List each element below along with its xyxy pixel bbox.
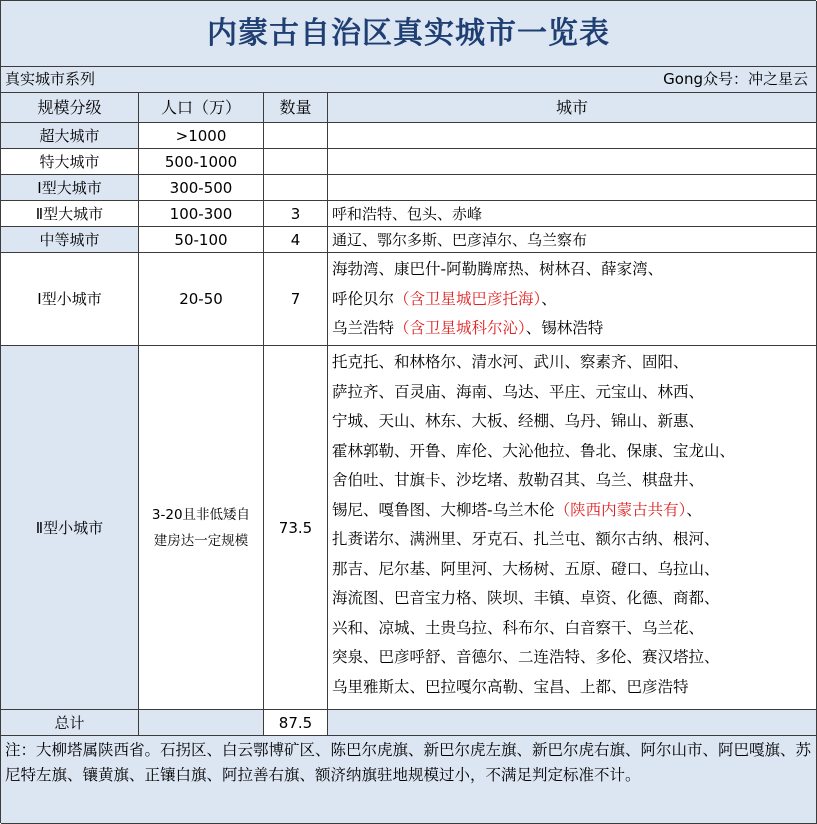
city-line	[332, 525, 816, 555]
city-text: 霍林郭勒、开鲁、库伦、大沁他拉、鲁北、保康、宝龙山、	[332, 441, 736, 460]
count-cell	[264, 123, 328, 149]
total-label: 总计	[1, 710, 139, 736]
series-label: 真实城市系列	[5, 70, 96, 88]
header-count: 数量	[264, 93, 328, 123]
total-row	[1, 710, 817, 736]
header-row	[1, 93, 817, 123]
total-population-cell	[139, 710, 264, 736]
table-row	[1, 175, 817, 201]
population-cell: 500-1000	[139, 149, 264, 175]
cities-cell: 通辽、鄂尔多斯、巴彦淖尔、乌兰察布	[328, 227, 817, 253]
city-line	[332, 378, 816, 408]
city-line	[332, 437, 816, 467]
table-row	[1, 123, 817, 149]
count-cell	[264, 149, 328, 175]
account-label: Gong众号：冲之星云	[663, 70, 808, 88]
city-line	[332, 584, 816, 614]
cities-cell: 呼和浩特、包头、赤峰	[328, 201, 817, 227]
count-cell: 3	[264, 201, 328, 227]
city-line	[332, 614, 816, 644]
satellite-note: （含卫星城巴彦托海）	[394, 289, 542, 308]
cities-cell	[328, 149, 817, 175]
header-scale: 规模分级	[1, 93, 139, 123]
table-row	[1, 149, 817, 175]
city-line	[332, 555, 816, 585]
title-row	[1, 1, 817, 67]
scale-cell: 中等城市	[1, 227, 139, 253]
table-row	[1, 253, 817, 346]
city-tail: 、	[686, 500, 702, 519]
table-row	[1, 201, 817, 227]
city-line	[332, 348, 816, 378]
city-text: 那吉、尼尔基、阿里河、大杨树、五原、磴口、乌拉山、	[332, 559, 720, 578]
cities-cell	[328, 346, 817, 710]
city-line	[332, 466, 816, 496]
shared-note: （陕西内蒙古共有）	[554, 500, 687, 519]
cities-cell	[328, 123, 817, 149]
population-cell: 3-20且非低矮自建房达一定规模	[139, 346, 264, 710]
city-line	[332, 496, 816, 526]
city-text: 兴和、凉城、土贵乌拉、科布尔、白音察干、乌兰花、	[332, 618, 705, 637]
cities-cell	[328, 253, 817, 346]
city-text: 扎赉诺尔、满洲里、牙克石、扎兰屯、额尔古纳、根河、	[332, 530, 720, 548]
city-line	[332, 285, 816, 315]
table-row	[1, 346, 817, 710]
table-row	[1, 227, 817, 253]
city-text: 乌兰浩特	[332, 319, 395, 337]
population-cell: 20-50	[139, 253, 264, 346]
city-text: 舍伯吐、甘旗卡、沙圪堵、敖勒召其、乌兰、棋盘井、	[332, 471, 705, 489]
city-line	[332, 255, 816, 285]
header-population: 人口（万）	[139, 93, 264, 123]
cities-cell	[328, 175, 817, 201]
population-cell: 100-300	[139, 201, 264, 227]
city-line	[332, 673, 816, 703]
header-cities: 城市	[328, 93, 817, 123]
scale-cell: 超大城市	[1, 123, 139, 149]
city-text: 海勃湾、康巴什-阿勒腾席热、树林召、薛家湾、	[332, 260, 664, 278]
city-text: 海流图、巴音宝力格、陕坝、丰镇、卓资、化德、商都、	[332, 589, 720, 607]
total-value: 87.5	[264, 710, 328, 736]
page-title: 内蒙古自治区真实城市一览表	[1, 1, 817, 67]
footnote: 注：大柳塔属陕西省。石拐区、白云鄂博矿区、陈巴尔虎旗、新巴尔虎左旗、新巴尔虎右旗、阿尔山市、阿巴嘎旗、苏尼特左旗、镶黄旗、正镶白旗、阿拉善右旗、额济纳旗驻地规模过小，不满足判定标准不计。	[1, 736, 817, 824]
count-cell: 7	[264, 253, 328, 346]
city-line	[332, 314, 816, 344]
city-text: 萨拉齐、百灵庙、海南、乌达、平庄、元宝山、林西、	[332, 382, 705, 401]
city-line	[332, 643, 816, 673]
scale-cell: Ⅱ型大城市	[1, 201, 139, 227]
note-row	[1, 736, 817, 824]
scale-cell: 特大城市	[1, 149, 139, 175]
population-cell: >1000	[139, 123, 264, 149]
city-tail: 、锡林浩特	[525, 319, 604, 337]
satellite-note: （含卫星城科尔沁）	[394, 319, 526, 337]
city-text: 锡尼、嘎鲁图、大柳塔-乌兰木伦	[332, 500, 555, 519]
population-cell: 50-100	[139, 227, 264, 253]
scale-cell: Ⅰ型小城市	[1, 253, 139, 346]
series-row	[1, 67, 817, 93]
city-line	[332, 407, 816, 437]
city-text: 宁城、天山、林东、大板、经棚、乌丹、锦山、新惠、	[332, 412, 705, 430]
city-text: 乌里雅斯太、巴拉嘎尔高勒、宝昌、上都、巴彦浩特	[332, 677, 689, 696]
city-text: 呼伦贝尔	[332, 289, 395, 308]
series-bar	[1, 67, 817, 93]
scale-cell: Ⅱ型小城市	[1, 346, 139, 710]
count-cell: 73.5	[264, 346, 328, 710]
count-cell: 4	[264, 227, 328, 253]
population-cell: 300-500	[139, 175, 264, 201]
city-text: 托克托、和林格尔、清水河、武川、察素齐、固阳、	[332, 353, 689, 371]
scale-cell: Ⅰ型大城市	[1, 175, 139, 201]
count-cell	[264, 175, 328, 201]
city-text: 突泉、巴彦呼舒、音德尔、二连浩特、多伦、赛汉塔拉、	[332, 648, 720, 666]
city-tail: 、	[541, 289, 557, 308]
total-cities-cell	[328, 710, 817, 736]
